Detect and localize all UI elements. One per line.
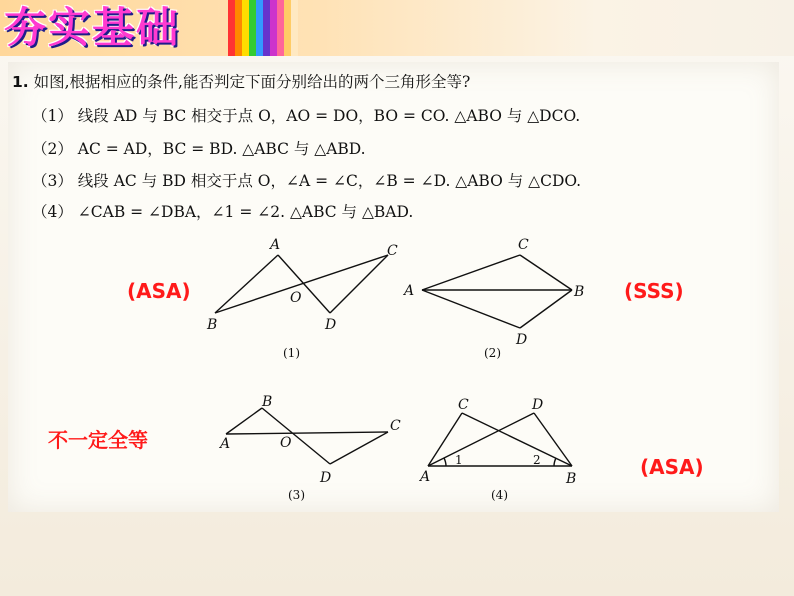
answer-fig3: 不一定全等: [48, 428, 148, 452]
fig3-label-o: O: [280, 435, 292, 451]
fig4-angle-2-label: 2: [533, 453, 541, 467]
fig1-label-c: C: [387, 243, 398, 259]
answer-fig4: (ASA): [640, 455, 704, 479]
fig4-label-c: C: [458, 397, 469, 413]
fig4-label-b: B: [566, 471, 577, 487]
fig1-label-d: D: [325, 317, 337, 333]
fig1-label-b: B: [207, 317, 218, 333]
question-stem: 如图,根据相应的条件,能否判定下面分别给出的两个三角形全等?: [33, 73, 471, 91]
fig2-label-d: D: [516, 332, 528, 348]
question-item-3: （3） 线段 AC 与 BD 相交于点 O，∠A = ∠C，∠B = ∠D. △ABO 与 △CDO.: [32, 172, 582, 190]
fig2-caption: (2): [484, 346, 501, 360]
fig1-label-o: O: [290, 290, 302, 306]
fig3-label-a: A: [220, 436, 231, 452]
answer-fig1: (ASA): [127, 279, 191, 303]
fig1-caption: (1): [283, 346, 300, 360]
question-item-1: （1） 线段 AD 与 BC 相交于点 O，AO = DO，BO = CO. △ABO 与 △DCO.: [32, 107, 581, 125]
fig4-angle-1-label: 1: [455, 453, 463, 467]
question-item-2: （2） AC = AD，BC = BD. △ABC 与 △ABD.: [32, 140, 366, 158]
fig3-label-b: B: [262, 394, 273, 410]
answer-fig2: (SSS): [624, 279, 684, 303]
fig3-caption: (3): [288, 488, 305, 502]
question-number: 1.: [12, 73, 29, 91]
angle-1-arc: [444, 458, 446, 466]
fig2-label-c: C: [518, 237, 529, 253]
fig2-label-a: A: [404, 283, 415, 299]
fig2-label-b: B: [574, 284, 585, 300]
question-item-4: （4） ∠CAB = ∠DBA，∠1 = ∠2. △ABC 与 △BAD.: [32, 203, 414, 221]
slide-title: 夯实基础: [4, 3, 181, 52]
fig4-label-a: A: [420, 469, 431, 485]
angle-2-arc: [554, 458, 556, 466]
fig3-label-c: C: [390, 418, 401, 434]
fig3-label-d: D: [320, 470, 332, 486]
fig1-label-a: A: [270, 237, 281, 253]
fig4-caption: (4): [491, 488, 508, 502]
fig4-label-d: D: [532, 397, 544, 413]
